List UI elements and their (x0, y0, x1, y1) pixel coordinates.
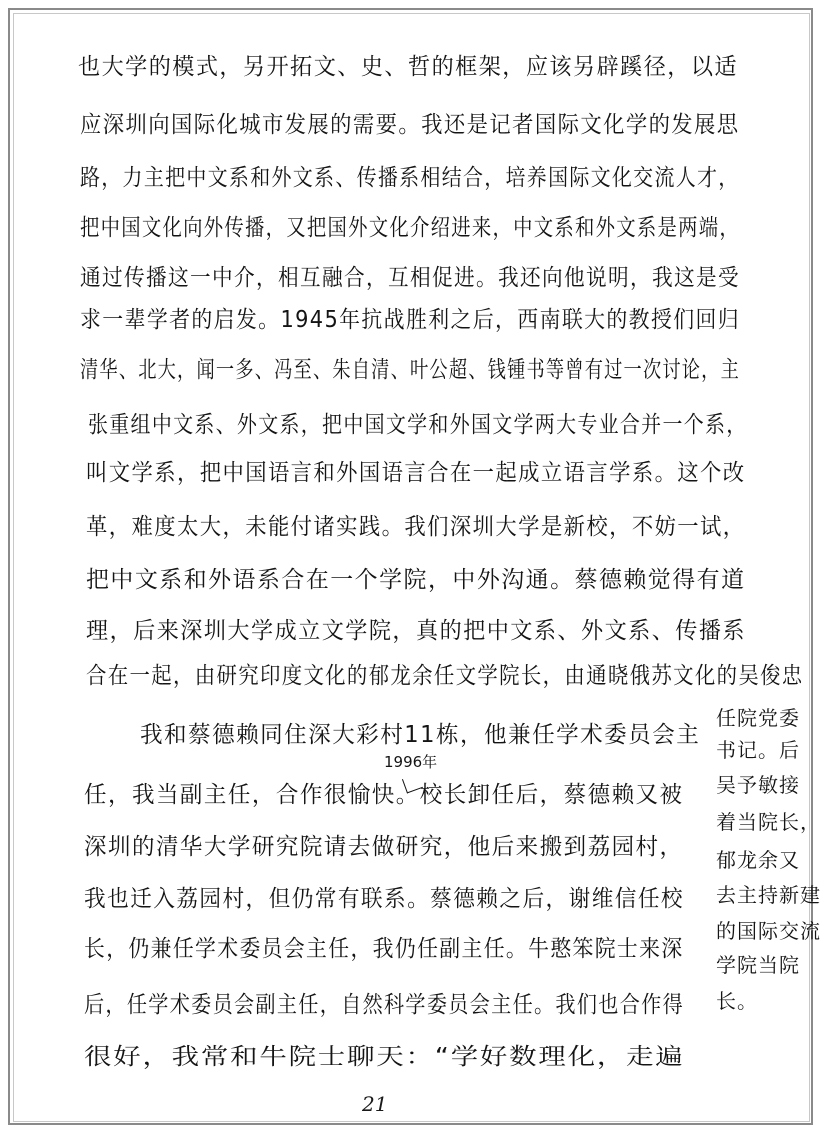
margin-note-line: 的国际交流 (716, 919, 821, 943)
text-line: 很好，我常和牛院士聊天：“学好数理化，走遍 (84, 1044, 685, 1070)
text-line: 张重组中文系、外文系，把中国文学和外国文学两大专业合并一个系， (88, 412, 748, 438)
text-line: 我也迁入荔园村，但仍常有联系。蔡德赖之后，谢维信任校 (84, 886, 684, 912)
margin-note-line: 学院当院 (716, 953, 800, 977)
margin-note-line: 郁龙余又 (716, 848, 800, 872)
text-line: 后，任学术委员会副主任，自然科学委员会主任。我们也合作得 (84, 992, 684, 1018)
text-line: 清华、北大，闻一多、冯至、朱自清、叶公超、钱锺书等曾有过一次讨论，主 (80, 357, 740, 383)
text-line: 求一辈学者的启发。1945年抗战胜利之后，西南联大的教授们回归 (80, 307, 741, 333)
page-number: 21 (362, 1092, 388, 1116)
text-line: 叫文学系，把中国语言和外国语言合在一起成立语言学系。这个改 (86, 460, 746, 486)
text-line: 理，后来深圳大学成立文学院，真的把中文系、外文系、传播系 (86, 618, 746, 644)
text-line: 我和蔡德赖同住深大彩村11栋，他兼任学术委员会主 (140, 722, 701, 748)
inserted-year: 1996年 (384, 753, 438, 771)
text-line: 通过传播这一中介，相互融合，互相促进。我还向他说明，我这是受 (80, 265, 740, 291)
text-line: 合在一起，由研究印度文化的郁龙余任文学院长，由通晓俄苏文化的吴俊忠 (86, 663, 804, 689)
margin-note-line: 吴予敏接 (716, 773, 800, 797)
margin-note-line: 书记。后 (716, 738, 800, 762)
text-line: 也大学的模式，另开拓文、史、哲的框架，应该另辟蹊径，以适 (78, 54, 738, 80)
margin-note-line: 着当院长， (716, 810, 821, 834)
text-line: 任，我当副主任，合作很愉快。校长卸任后，蔡德赖又被 (84, 782, 684, 808)
margin-note-line: 任院党委 (716, 706, 800, 730)
text-line: 深圳的清华大学研究院请去做研究，他后来搬到荔园村， (84, 834, 684, 860)
text-line: 把中国文化向外传播，又把国外文化介绍进来，中文系和外文系是两端， (80, 215, 740, 241)
text-line: 革，难度太大，未能付诸实践。我们深圳大学是新校，不妨一试， (86, 514, 746, 540)
text-line: 路，力主把中文系和外文系、传播系相结合，培养国际文化交流人才， (80, 165, 740, 191)
text-line: 长，仍兼任学术委员会主任，我仍任副主任。牛憨笨院士来深 (84, 936, 684, 962)
margin-note-line: 去主持新建 (716, 883, 821, 907)
margin-note-line: 长。 (716, 989, 758, 1013)
text-line: 把中文系和外语系合在一个学院，中外沟通。蔡德赖觉得有道 (86, 567, 746, 593)
text-line: 应深圳向国际化城市发展的需要。我还是记者国际文化学的发展思 (80, 112, 740, 138)
